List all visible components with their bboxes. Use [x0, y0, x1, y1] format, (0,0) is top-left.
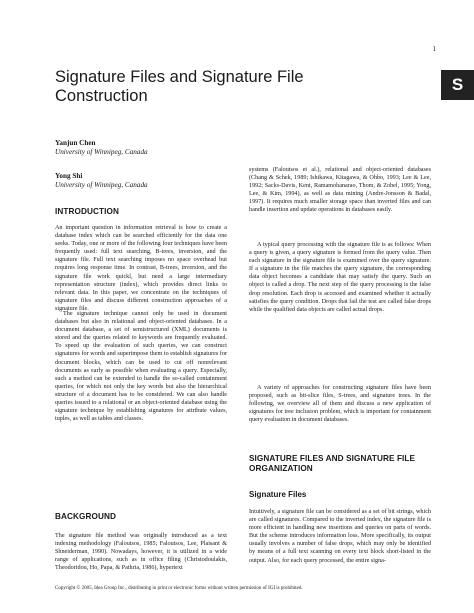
body-paragraph: systems (Faloutsos et al.), relational and object-oriented databases (Chang & Schek, 1989; Ishikawa, Kitagawa, & Ohbo, 1993; Lee & Lee, 1992; Sacks-Davis, Kent, Ramamohanarao, Thom, & Zobel, 1995; Yong, Lee, & Kim, 1994), as well as data mining (Andre-Jonsson & Badal, 1997). It requires much smaller storage space than inverted files and can handle insertion and update operations in databases easily.: [249, 167, 431, 214]
section-heading-introduction: INTRODUCTION: [55, 207, 119, 216]
section-heading-signature-files-organization: SIGNATURE FILES AND SIGNATURE FILE ORGANIZATION: [249, 454, 416, 473]
author-affiliation: University of Winnipeg, Canada: [55, 148, 148, 156]
page-number: 1: [432, 45, 436, 53]
copyright-footer: Copyright © 2005, Idea Group Inc., distributing in print or electronic forms without written permission of IGI is prohibited.: [55, 586, 303, 591]
author-name: Yong Shi: [55, 172, 83, 180]
body-paragraph: Intuitively, a signature file can be considered as a set of bit strings, which are called signatures. Compared to the inverted index, the signature file is more efficient in handling new insertions and queries on parts of words. But the scheme introduces information loss. More specifically, its output usually involves a number of false drops, which may only be identified by means of a full text scanning on every text block short-listed in the output. Also, for each query processed, the entire signa-: [249, 509, 431, 564]
body-paragraph: The signature file method was originally introduced as a text indexing methodology (Faloutsos, 1985; Faloutsos, Lee, Plaisant & Shneiderman, 1990). Nowadays, however, it is utilized in a wide range of applications, such as in office filing (Christodoulakis, Theodoridou, Ho, Papa, & Pathria, 1986), hypertext: [55, 533, 227, 572]
section-heading-background: BACKGROUND: [55, 512, 117, 521]
body-paragraph: The signature technique cannot only be used in document databases but also in relational and object-oriented databases. In a document database, a set of semistructured (XML) documents is stored and the queries related to keywords are frequently evaluated. To speed up the evaluation of such queries, we can construct signatures for words and superimpose them to establish signatures for document blocks, which can be used to cut off nonrelevant documents as early as possible when evaluating a query. Especially, such a method can be extended to handle the so-called containment queries, for which not only the key words but also the hierarchical structure of a document has to be considered. We can also handle queries issued to a relational or an object-oriented database using the signature technique by establishing signatures for attribute values, tuples, as well as tables and classes.: [55, 311, 227, 423]
body-paragraph: An important question in information retrieval is how to create a database index which can be searched efficiently for the data one seeks. Today, one or more of the following four techniques have been frequently used: full text searching, B-trees, inversion, and the signature file. Full text searching imposes no space overhead but requires long response time. In contrast, B-trees, inversion, and the signature file work quickl, but need a large intermediary representation structure (index), which provides direct links to relevant data. In this paper, we concentrate on the techniques of signature files and discuss different construction approaches of a signature file.: [55, 225, 227, 312]
author-affiliation: University of Winnipeg, Canada: [55, 181, 148, 189]
author-block: [55, 139, 148, 157]
body-paragraph: A typical query processing with the signature file is as follows: When a query is given, a query signature is formed from the query value. Then each signature in the signature file is examined over the query signature. If a signature in the file matches the query signature, the corresponding data object becomes a candidate that may satisfy the query. Such an object is called a drop. The next step of the query processing is the false drop resolution. Each drop is accessed and examined whether it actually satisfies the query condition. Drops that fail the test are called false drops while the qualified data objects are called actual drops.: [249, 242, 431, 313]
subsection-heading-signature-files: Signature Files: [249, 490, 307, 499]
body-paragraph: A variety of approaches for constructing signature files have been proposed, such as bit-slice files, S-trees, and signature trees. In the following, we overview all of them and discuss a new application of signatures for tree inclusion problem, which is important for containment query evaluation in document databases.: [249, 385, 431, 424]
author-block: [55, 172, 148, 190]
section-letter-tab: S: [441, 70, 474, 100]
page-title: Signature Files and Signature File Construction: [55, 68, 304, 105]
author-name: Yanjun Chen: [55, 139, 96, 147]
